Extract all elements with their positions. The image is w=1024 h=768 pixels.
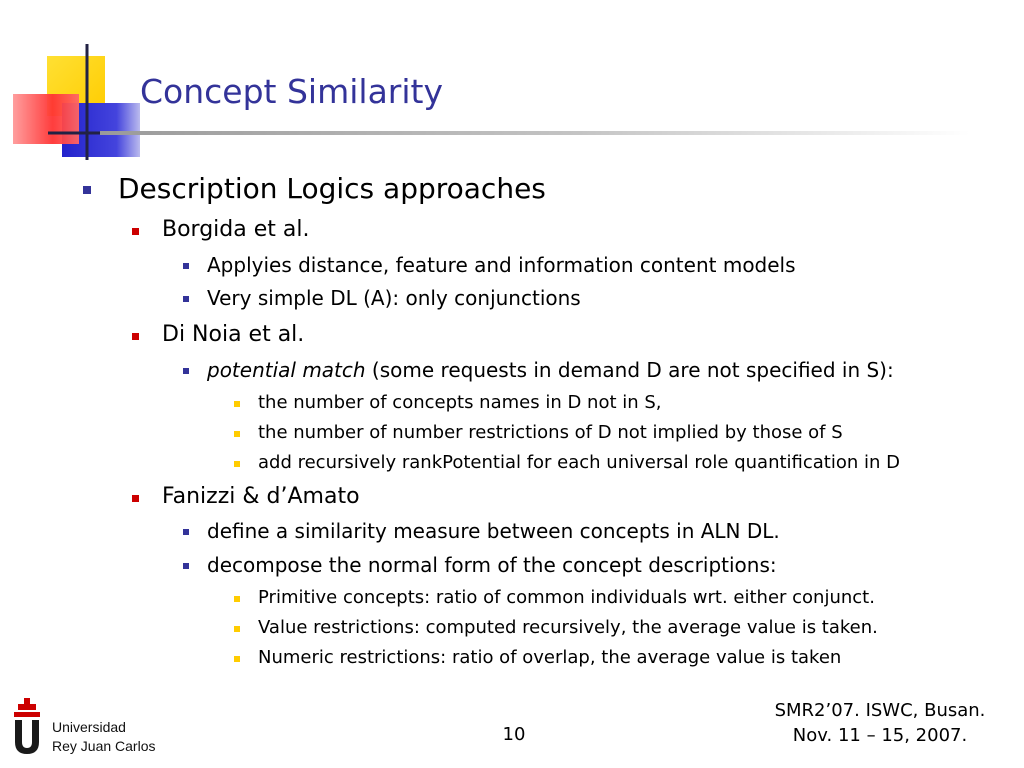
logo-u-shape <box>15 720 39 754</box>
bullet-text: Very simple DL (A): only conjunctions <box>207 286 581 310</box>
bullet-text: the number of concepts names in D not in S, <box>258 392 662 413</box>
bullet-square-icon <box>234 626 240 632</box>
bullet-level3 <box>207 519 780 543</box>
bullet-square-icon <box>183 296 189 302</box>
bullet-level4 <box>258 647 841 668</box>
bullet-square-icon <box>83 186 91 194</box>
bullet-square-icon <box>132 495 139 502</box>
bullet-level4 <box>258 617 878 638</box>
bullet-level4 <box>258 587 875 608</box>
bullet-text: Primitive concepts: ratio of common individuals wrt. either conjunct. <box>258 587 875 608</box>
bullet-text: (some requests in demand D are not specified in S): <box>365 358 894 382</box>
bullet-square-icon <box>234 461 240 467</box>
logo-red-square <box>13 94 79 144</box>
logo-red-dot <box>18 704 24 710</box>
logo-red-dot <box>30 704 36 710</box>
bullet-text: decompose the normal form of the concept descriptions: <box>207 553 777 577</box>
university-line2: Rey Juan Carlos <box>52 738 156 754</box>
bullet-level3 <box>207 253 796 277</box>
bullet-level2 <box>162 484 360 509</box>
bullet-square-icon <box>132 228 139 235</box>
bullet-square-icon <box>183 563 189 569</box>
title-underline <box>100 131 970 135</box>
bullet-level3 <box>207 286 581 310</box>
bullet-square-icon <box>234 596 240 602</box>
conference-info <box>760 698 1000 748</box>
bullet-level2 <box>162 217 309 242</box>
bullet-text: Borgida et al. <box>162 217 310 242</box>
bullet-level1 <box>118 172 546 205</box>
bullet-text: Di Noia et al. <box>162 322 305 347</box>
decorative-squares-logo <box>0 0 150 165</box>
bullet-level2 <box>162 322 304 347</box>
bullet-text: the number of number restrictions of D not implied by those of S <box>258 422 843 443</box>
bullet-text: Value restrictions: computed recursively, the average value is taken. <box>258 617 878 638</box>
university-line1: Universidad <box>52 719 126 735</box>
bullet-square-icon <box>234 656 240 662</box>
bullet-italic-term: potential match <box>207 358 366 382</box>
bullet-text: Applyies distance, feature and information content models <box>207 253 796 277</box>
bullet-square-icon <box>234 431 240 437</box>
bullet-level4 <box>258 422 843 443</box>
bullet-text: define a similarity measure between concepts in ALN DL. <box>207 519 780 543</box>
bullet-level3 <box>207 358 894 382</box>
slide-title: Concept Similarity <box>140 72 443 111</box>
bullet-text: Numeric restrictions: ratio of overlap, the average value is taken <box>258 647 842 668</box>
logo-red-dot <box>24 704 30 710</box>
bullet-level4 <box>258 392 662 413</box>
bullet-square-icon <box>183 529 189 535</box>
bullet-square-icon <box>183 368 189 374</box>
conference-line1: SMR2’07. ISWC, Busan. <box>774 700 986 721</box>
bullet-level4 <box>258 452 900 473</box>
page-number: 10 <box>502 724 526 745</box>
logo-red-dot <box>24 698 30 704</box>
bullet-text: add recursively rankPotential for each universal role quantification in D <box>258 452 900 473</box>
bullet-square-icon <box>183 263 189 269</box>
bullet-level3 <box>207 553 777 577</box>
bullet-square-icon <box>132 333 139 340</box>
university-name <box>52 718 156 756</box>
logo-red-bar <box>14 712 40 717</box>
bullet-text: Description Logics approaches <box>118 172 546 205</box>
bullet-text: Fanizzi & d’Amato <box>162 484 360 509</box>
bullet-square-icon <box>234 401 240 407</box>
conference-line2: Nov. 11 – 15, 2007. <box>792 725 968 746</box>
